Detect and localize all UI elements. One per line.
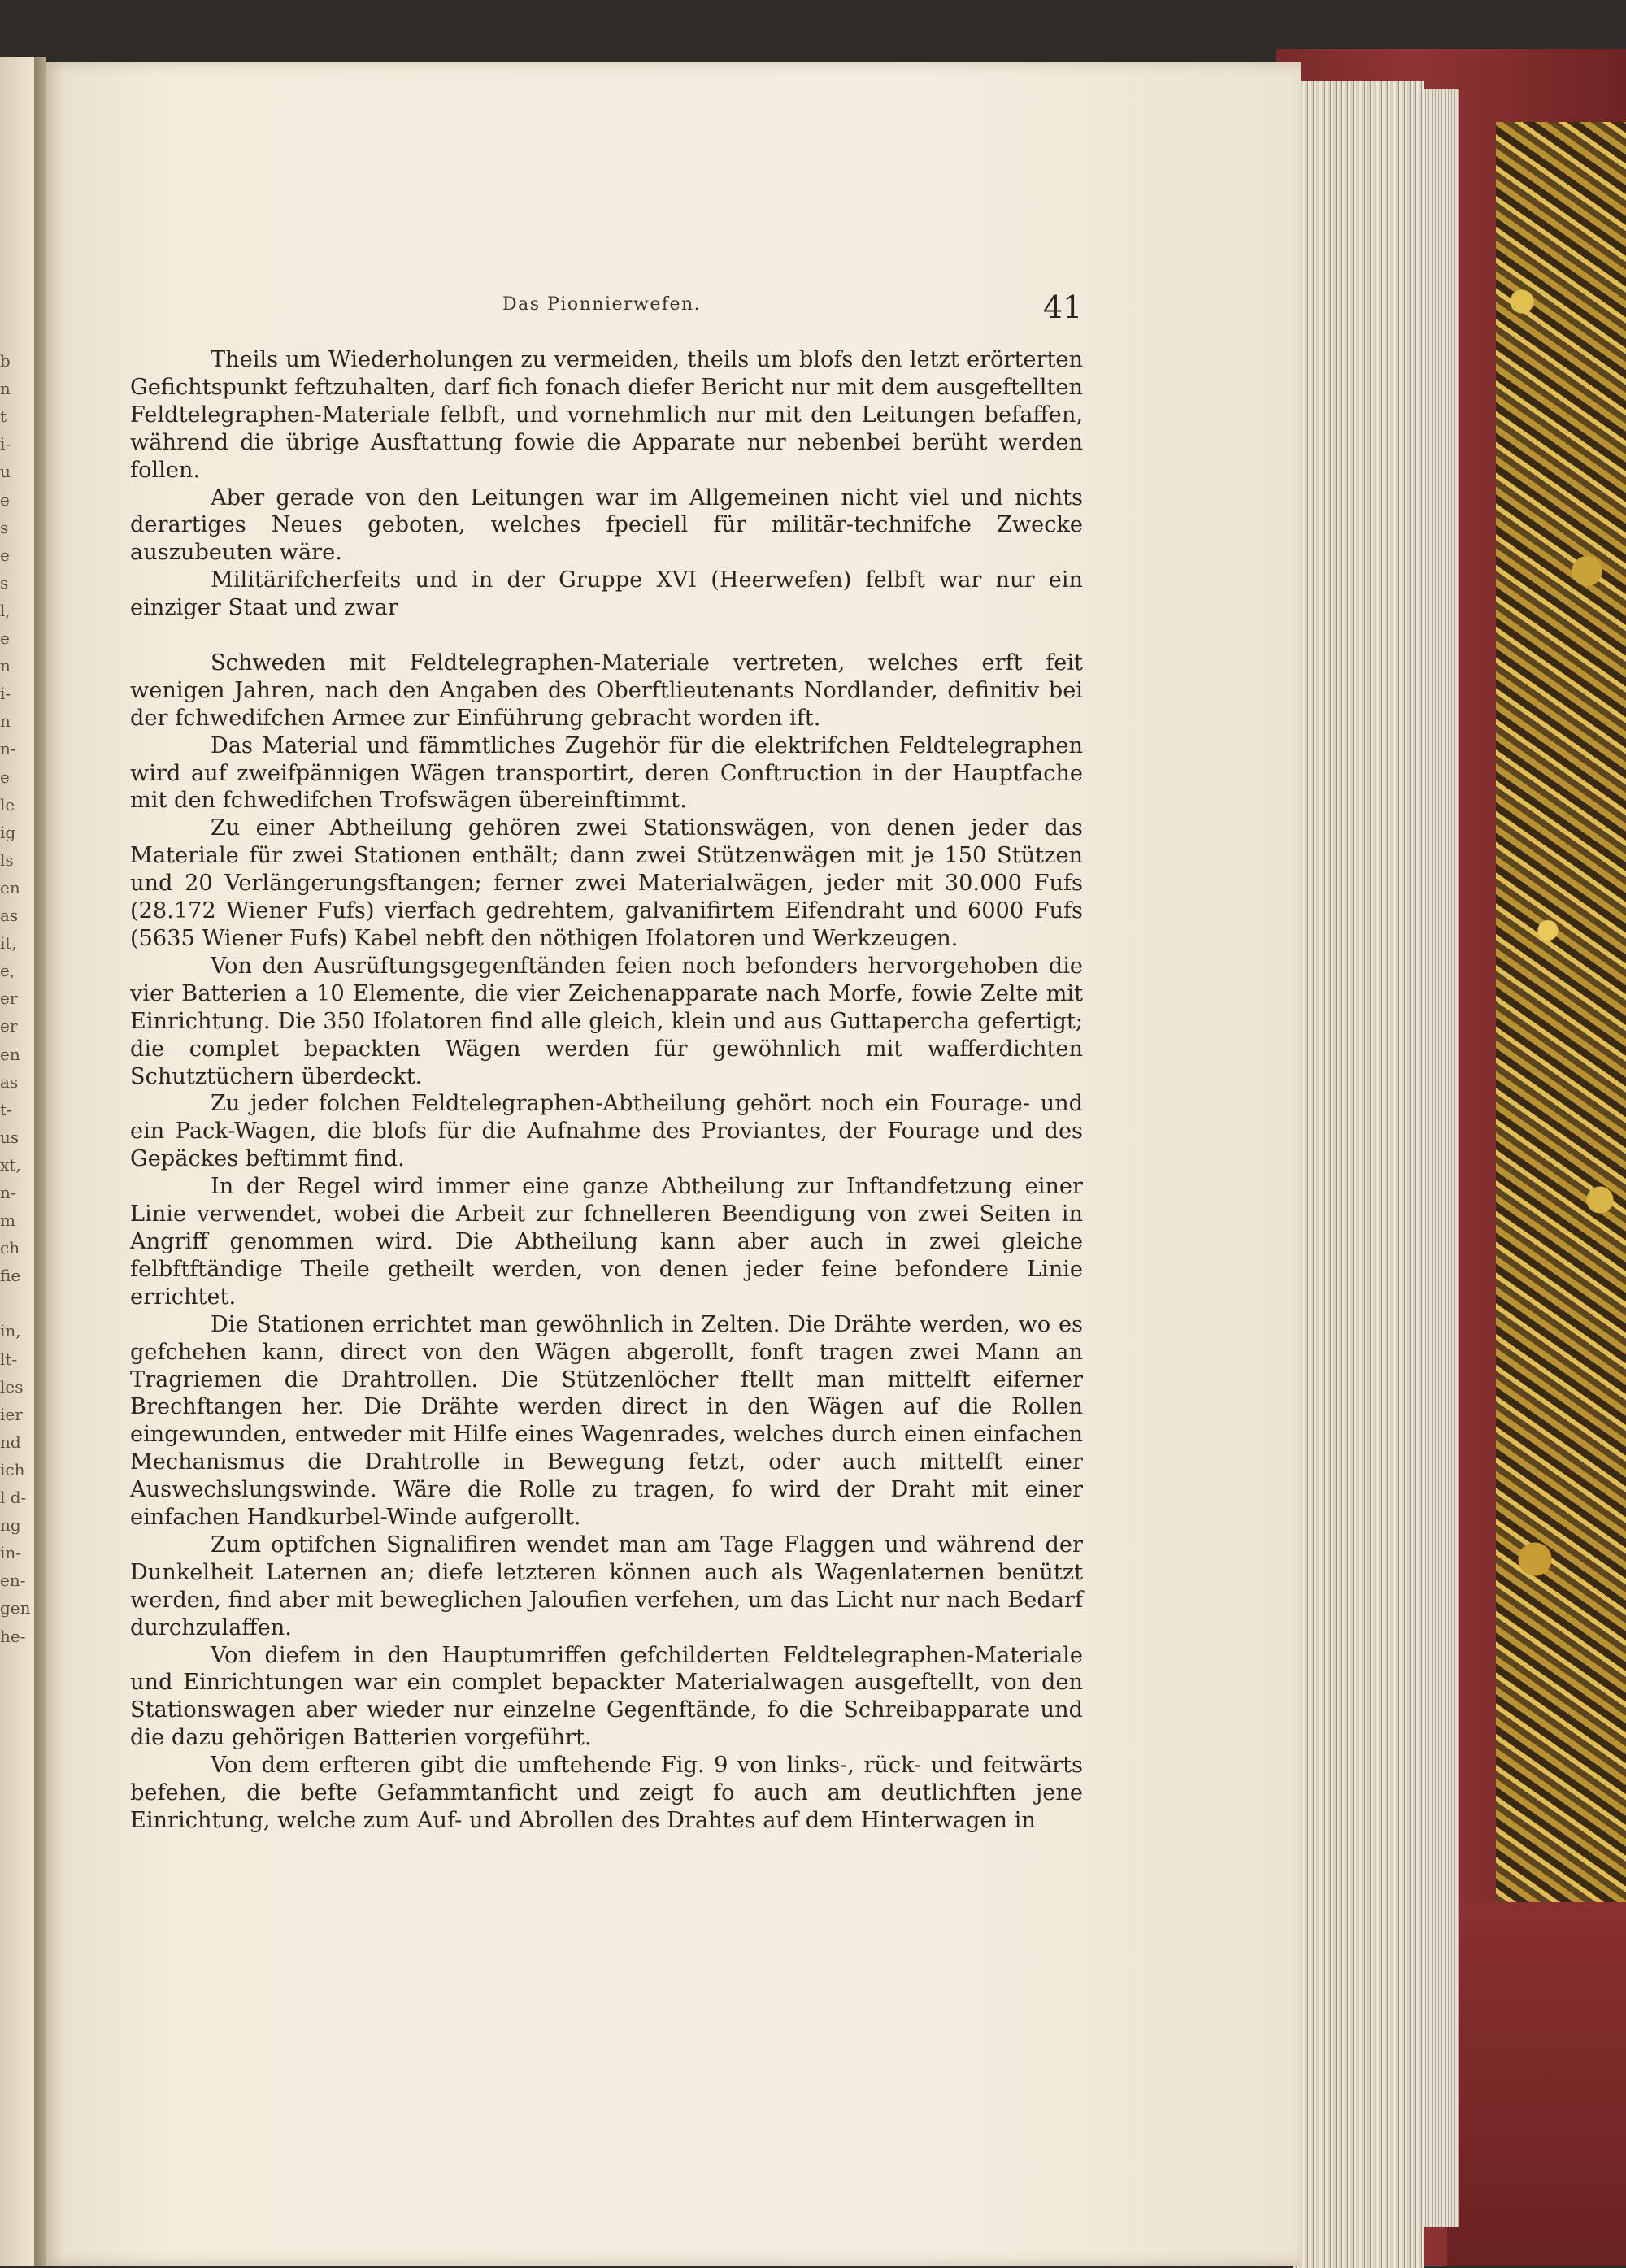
page-number: 41 (1043, 289, 1083, 325)
facing-page-fragment: e (0, 545, 10, 565)
facing-page-fragment: en (0, 1044, 20, 1064)
facing-page-fragment: i- (0, 684, 11, 704)
facing-page-fragment: ig (0, 822, 16, 842)
paragraph: Die Stationen errichtet man gewöhnlich in Zelten. Die Drähte werden, wo es gefchehen kann, direct von den Wägen abgerollt, fonft tragen zwei Mann an Tragriemen die Drahtrollen. Die Stützenlöcher ftellt man mittelft eiferner Brechftangen her. Die Drähte werden direct in den Wägen auf die Rollen eingewunden, entweder mit Hilfe eines Wagenrades, welches durch einen einfachen Mechanismus die Drahtrolle in Bewegung fetzt, oder auch mittelft einer Auswechslungswinde. Wäre die Rolle zu tragen, fo wird der Draht mit einer einfachen Handkurbel-Winde aufgerollt. (130, 1311, 1083, 1531)
facing-page-fragment: ier (0, 1404, 23, 1424)
facing-page-fragment: ich (0, 1459, 25, 1479)
facing-page-fragment: fie (0, 1266, 21, 1286)
facing-page-fragment: i- (0, 434, 11, 454)
facing-page-fragment: t (0, 406, 7, 427)
facing-page-fragment: er (0, 988, 18, 1009)
paragraph: Militärifcherfeits und in der Gruppe XVI (Heerwefen) felbft war nur ein einziger Staat und zwar (130, 567, 1083, 621)
facing-page-fragment: e (0, 628, 10, 648)
text-block-edge (1423, 89, 1459, 2227)
facing-page-fragment: he- (0, 1626, 26, 1646)
facing-page-fragment: l, (0, 600, 11, 620)
facing-page-fragment: er (0, 1016, 18, 1036)
facing-page-fragment: en- (0, 1571, 26, 1591)
facing-page-fragment: n (0, 379, 11, 399)
paragraph: Zu jeder folchen Feldtelegraphen-Abtheilung gehört noch ein Fourage- und ein Pack-Wagen, die blofs für die Aufnahme des Proviantes, der Fourage und des Gepäckes beftimmt find. (130, 1091, 1083, 1172)
facing-page-fragment: n- (0, 739, 16, 759)
facing-page-fragment: les (0, 1376, 24, 1397)
facing-page-fragment: ch (0, 1238, 20, 1258)
facing-page-fragment: ls (0, 849, 14, 870)
paragraph: Schweden mit Feldtelegraphen-Materiale vertreten, welches erft feit wenigen Jahren, nach den Angaben des Oberftlieutenants Nordlander, definitiv bei der fchwedifchen Armee zur Einführung gebracht worden ift. (130, 650, 1083, 731)
facing-page-fragment: in- (0, 1543, 22, 1563)
paragraph: Zum optifchen Signalifiren wendet man am Tage Flaggen und während der Dunkelheit Laternen an; diefe letzteren können auch als Wagenlaternen benützt werden, find aber mit beweglichen Jaloufien verfehen, um das Licht nur nach Bedarf durchzulaffen. (130, 1532, 1083, 1640)
facing-page-fragment: in, (0, 1321, 21, 1341)
book-cover-corner (1447, 1902, 1626, 2266)
running-head: Das Pionnierwefen. (502, 294, 702, 315)
facing-page-fragment: b (0, 351, 11, 371)
body-text (130, 346, 1083, 1835)
facing-page-fragment: s (0, 572, 9, 593)
paragraph: Aber gerade von den Leitungen war im Allgemeinen nicht viel und nichts derartiges Neues geboten, welches fpeciell für militär-technifche Zwecke auszubeuten wäre. (130, 484, 1083, 566)
paragraph: Theils um Wiederholungen zu vermeiden, theils um blofs den letzt erörterten Gefichtspunkt feftzuhalten, darf fich fonach diefer Bericht nur mit dem ausgeftellten Feldtelegraphen-Materiale felbft, und vornehmlich nur mit den Leitungen befaffen, während die übrige Ausftattung fowie die Apparate nur nebenbei berüht werden follen. (130, 347, 1083, 483)
facing-page-fragment: l d- (0, 1488, 27, 1507)
facing-page-fragment: as (0, 906, 19, 925)
paragraph: In der Regel wird immer eine ganze Abtheilung zur Inftandfetzung einer Linie verwendet, wobei die Arbeit zur fchnelleren Beendigung von zwei Seiten in Angriff genommen wird. Die Abtheilung kann aber auch in zwei gleiche felbftftändige Theile getheilt werden, von denen jeder feine befondere Linie errichtet. (130, 1174, 1083, 1310)
gutter (34, 57, 46, 2266)
facing-page-fragment: s (0, 517, 9, 537)
facing-page-fragment: n- (0, 1183, 16, 1202)
facing-page-fragment: n (0, 711, 11, 732)
paragraph: Von diefem in den Hauptumriffen gefchilderten Feldtelegraphen-Materiale und Einrichtungen war ein complet bepackter Materialwagen ausgeftellt, von den Stationswagen aber wieder nur einzelne Gegenftände, fo die Schreibapparate und die dazu gehörigen Batterien vorgeführt. (130, 1642, 1083, 1751)
paragraph-gap (130, 622, 1083, 650)
facing-page-fragment: nd (0, 1432, 21, 1452)
facing-page-fragment: le (0, 794, 15, 815)
paragraph: Von dem erfteren gibt die umftehende Fig. 9 von links-, rück- und feitwärts befehen, die befte Gefammtanficht und zeigt fo auch am deutlichften jene Einrichtung, welche zum Auf- und Abrollen des Drahtes auf dem Hinterwagen in (130, 1753, 1083, 1834)
facing-page-fragment: e, (0, 961, 15, 981)
facing-page-fragment: as (0, 1071, 19, 1092)
facing-page-fragment: gen (0, 1598, 31, 1618)
marbled-edge (1496, 122, 1626, 1918)
facing-page-fragment: ng (0, 1515, 21, 1536)
paragraph: Von den Ausrüftungsgegenftänden feien noch befonders hervorgehoben die vier Batterien a 10 Elemente, die vier Zeichenapparate nach Morfe, fowie Zelte mit Einrichtung. Die 350 Ifolatoren find alle gleich, klein und aus Guttapercha gefertigt; die complet bepackten Wägen werden für gewöhnlich mit wafferdichten Schutztüchern überdeckt. (130, 953, 1083, 1089)
facing-page-fragment: e (0, 489, 10, 510)
facing-page-fragment: m (0, 1210, 15, 1231)
paragraph: Das Material und fämmtliches Zugehör für die elektrifchen Feldtelegraphen wird auf zweifpännigen Wägen transportirt, deren Conftruction in der Hauptfache mit den fchwedifchen Trofswägen übereinftimmt. (130, 732, 1083, 814)
facing-page-fragment: lt- (0, 1349, 18, 1369)
facing-page-fragment: u (0, 462, 11, 482)
facing-page-fragment: xt, (0, 1154, 21, 1175)
paragraph: Zu einer Abtheilung gehören zwei Stationswägen, von denen jeder das Materiale für zwei Stationen enthält; dann zwei Stützenwägen mit je 150 Stützen und 20 Verlängerungsftangen; ferner zwei Materialwägen, jeder mit 30.000 Fufs (28.172 Wiener Fufs) vierfach gedrehtem, galvanifirtem Eifendraht und 6000 Fufs (5635 Wiener Fufs) Kabel nebft den nöthigen Ifolatoren und Werkzeugen. (130, 815, 1083, 952)
page-stack (1293, 81, 1424, 2268)
facing-page-fragment: en (0, 877, 20, 897)
facing-page-fragment: e (0, 767, 10, 787)
facing-page-fragment: t- (0, 1099, 12, 1119)
facing-page-fragment: n (0, 656, 11, 676)
facing-page-fragment: it, (0, 933, 17, 954)
facing-page-fragment: us (0, 1127, 20, 1147)
